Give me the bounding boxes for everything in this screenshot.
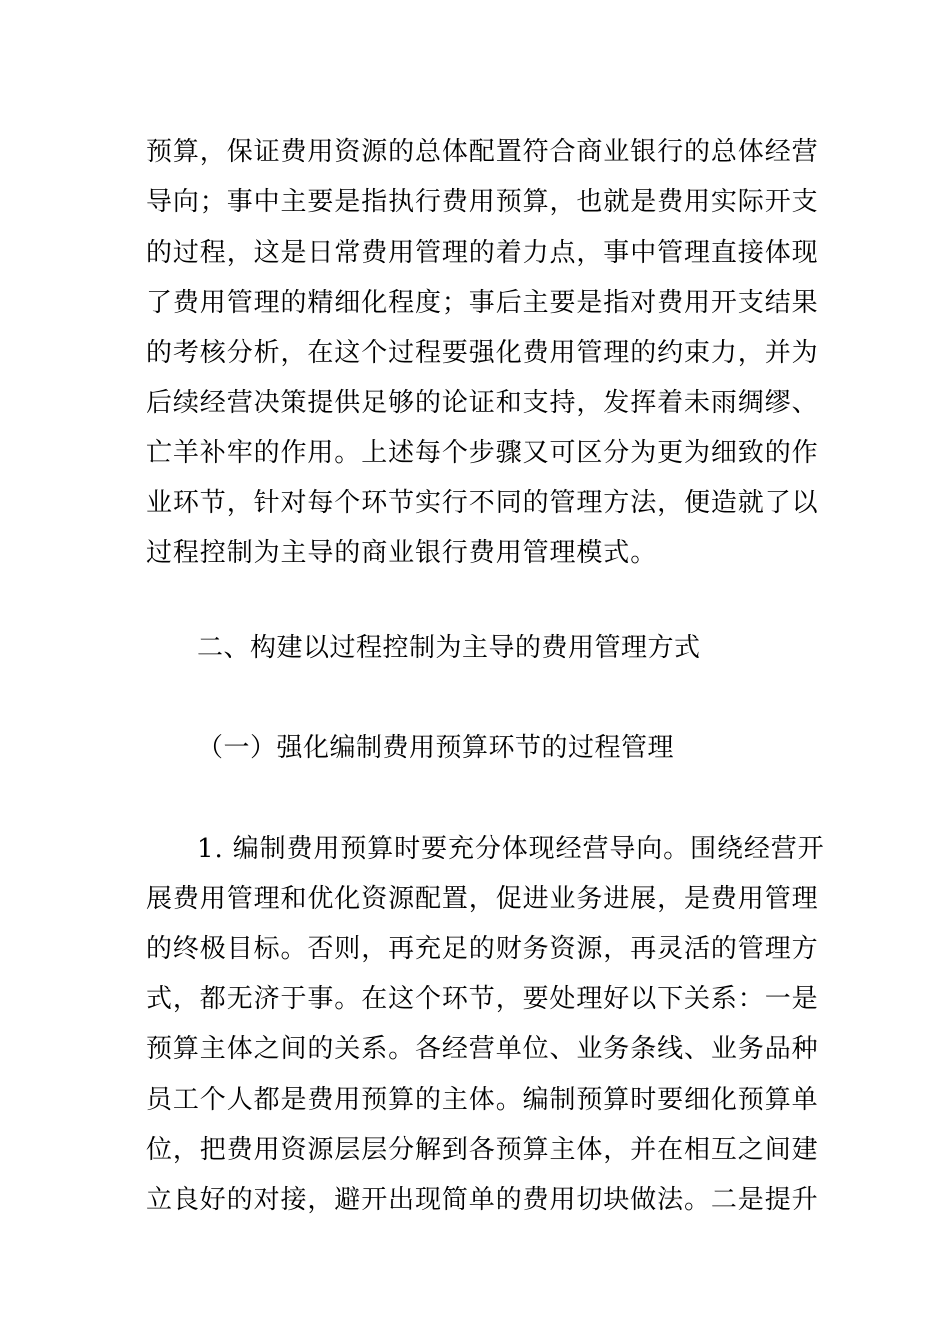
- paragraph-1-line-1: 预算，保证费用资源的总体配置符合商业银行的总体经营: [146, 137, 819, 167]
- paragraph-1-line-8: 业环节，针对每个环节实行不同的管理方法，便造就了以: [146, 488, 819, 518]
- paragraph-1-line-5: 的考核分析，在这个过程要强化费用管理的约束力，并为: [146, 338, 819, 368]
- section-heading: 二、构建以过程控制为主导的费用管理方式: [197, 633, 701, 663]
- paragraph-1-line-7: 亡羊补牢的作用。上述每个步骤又可区分为更为细致的作: [146, 438, 819, 468]
- paragraph-2-line-5: 预算主体之间的关系。各经营单位、业务条线、业务品种: [146, 1034, 819, 1064]
- paragraph-1-line-6: 后续经营决策提供足够的论证和支持，发挥着未雨绸缪、: [146, 388, 819, 418]
- paragraph-2-line-1: 1. 编制费用预算时要充分体现经营导向。围绕经营开: [197, 834, 825, 864]
- paragraph-2-line-7: 位，把费用资源层层分解到各预算主体，并在相互之间建: [146, 1135, 819, 1165]
- paragraph-2-line-4: 式，都无济于事。在这个环节，要处理好以下关系：一是: [146, 984, 819, 1014]
- paragraph-1-line-9: 过程控制为主导的商业银行费用管理模式。: [146, 538, 658, 568]
- subsection-heading: （一）强化编制费用预算环节的过程管理: [197, 733, 675, 763]
- paragraph-1-line-3: 的过程，这是日常费用管理的着力点，事中管理直接体现: [146, 238, 819, 268]
- paragraph-2-line-6: 员工个人都是费用预算的主体。编制预算时要细化预算单: [146, 1085, 819, 1115]
- paragraph-2-line-2: 展费用管理和优化资源配置，促进业务进展，是费用管理: [146, 884, 819, 914]
- paragraph-1-line-4: 了费用管理的精细化程度；事后主要是指对费用开支结果: [146, 288, 819, 318]
- paragraph-2-line-3: 的终极目标。否则，再充足的财务资源，再灵活的管理方: [146, 934, 819, 964]
- paragraph-1-line-2: 导向；事中主要是指执行费用预算，也就是费用实际开支: [146, 187, 819, 217]
- paragraph-2-line-8: 立良好的对接，避开出现简单的费用切块做法。二是提升: [146, 1185, 819, 1215]
